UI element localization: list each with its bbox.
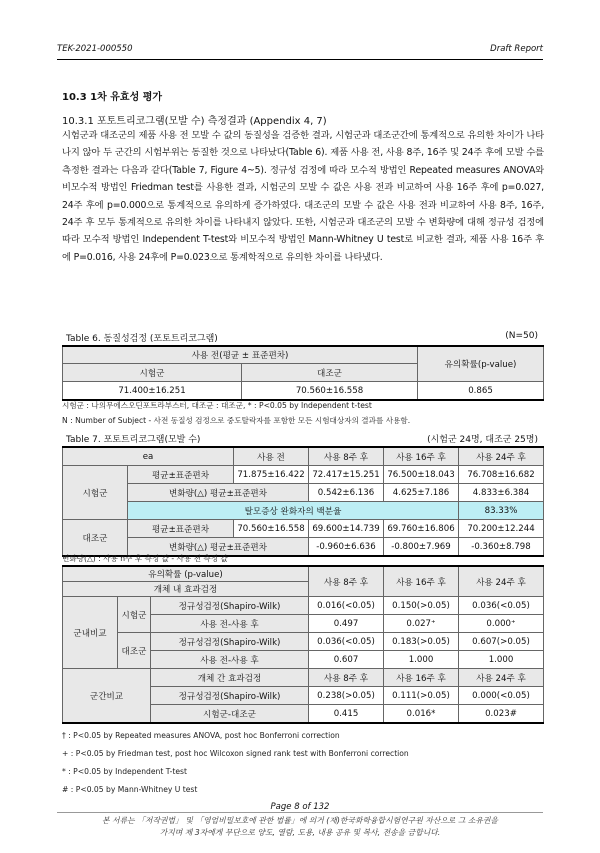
table7-cell: 0.542±6.136 [309, 484, 384, 502]
pvalue-within-label: 군내비교 [63, 597, 118, 669]
table7-cell: 4.833±6.384 [459, 484, 544, 502]
pvalue-between-label: 군간비교 [63, 669, 151, 724]
pvalue-ctrl-label: 대조군 [118, 633, 151, 669]
copyright-line1: 본 서류는 「저작권법」 및 「영업비밀보호에 관한 법률」에 의거 (재)한국화학융합시험연구원 자산으로 그 소유권을 [102, 816, 498, 825]
table6-val-p: 0.865 [418, 382, 544, 401]
table7-cell: 69.760±16.806 [384, 520, 459, 538]
page-header [57, 44, 543, 58]
table7-row-mean: 평균±표준편차 [128, 466, 234, 484]
pvalue-cell: 0.607 [309, 651, 384, 669]
table7-cell: 70.560±16.558 [234, 520, 309, 538]
table6-header-prob: 유의확률(p-value) [418, 346, 544, 382]
pvalue-table [62, 565, 544, 724]
section-title: 10.3 1차 유효성 평가 [62, 92, 163, 103]
pvalue-between-16w: 사용 16주 후 [384, 669, 459, 687]
header-divider [57, 59, 543, 60]
copyright-notice [57, 815, 543, 839]
table7-cell: 76.500±18.043 [384, 466, 459, 484]
pvalue-cell: 0.027⁺ [384, 615, 459, 633]
footnote: # : P<0.05 by Mann-Whitney U test [62, 785, 198, 794]
pvalue-cell: 0.023# [459, 705, 544, 724]
body-paragraph: 시험군과 대조군의 제품 사용 전 모발 수 값의 동질성을 검증한 결과, 시험군과 대조군간에 통계적으로 유의한 차이가 나타나지 않아 두 군간의 시험부위는 동질한 것으로 나타났다(Table 6). 제품 사용 전, 사용 8주, 16주 및 24주 후에 모발 수를 측정한 결과는 다음과 같다(Table 7, Figure 4~5). 정규성 검정에 따라 모수적 방법인 Repeated measures ANOVA와 비모수적 방법인 Friedman test를 사용한 결과, 시험군의 모발 수 값은 사용 전과 비교하여 사용 16주 후에 p=0.027, 24주 후에 p=0.000으로 통계적으로 유의하게 증가하였다. 대조군의 모발 수 값은 사용 전과 비교하여 사용 8주, 16주, 24주 후 모두 통계적으로 유의한 차이를 나타내지 않았다. 또한, 시험군과 대조군의 모발 수 변화량에 대해 정규성 검정에 따라 모수적 방법인 Independent T-test와 비모수적 방법인 Mann-Whitney U test로 비교한 결과, 제품 사용 16주 후에 P=0.016, 사용 24후에 P=0.023으로 통계학적으로 유의한 차이를 나타냈다. [62, 130, 544, 263]
table6-n-label: (N=50) [505, 331, 538, 341]
table7 [62, 446, 544, 557]
table6-note2: N : Number of Subject - 사전 동질성 검정으로 중도탈락자를 포함한 모든 시험대상자의 결과를 사용함. [62, 416, 411, 425]
table6-header-pre: 사용 전(평균 ± 표준편차) [63, 346, 418, 364]
pvalue-between-8w: 사용 8주 후 [309, 669, 384, 687]
table7-cell: 4.625±7.186 [384, 484, 459, 502]
footnote: † : P<0.05 by Repeated measures ANOVA, post hoc Bonferroni correction [62, 731, 340, 740]
pvalue-cell: 1.000 [384, 651, 459, 669]
table6-val-ctrl: 70.560±16.558 [242, 382, 418, 401]
table6-val-test: 71.400±16.251 [63, 382, 242, 401]
table7-group-test: 시험군 [63, 466, 128, 520]
pvalue-pre-post: 사용 전-사용 후 [151, 651, 309, 669]
pvalue-normality: 정규성검정(Shapiro-Wilk) [151, 687, 309, 705]
pvalue-cell: 0.238(>0.05) [309, 687, 384, 705]
page-number: Page 8 of 132 [270, 802, 330, 812]
pvalue-test-ctrl: 시험군-대조군 [151, 705, 309, 724]
pvalue-cell: 0.111(>0.05) [384, 687, 459, 705]
copyright-line2: 가지며 제 3자에게 무단으로 양도, 열람, 도용, 내용 공유 및 복사, 전송을 금합니다. [159, 828, 441, 837]
subsection-title: 10.3.1 포토트리코그램(모발 수) 측정결과 (Appendix 4, 7) [62, 116, 327, 127]
doc-type: Draft Report [490, 44, 543, 54]
table7-header-8w: 사용 8주 후 [309, 447, 384, 466]
table6-col-test: 시험군 [63, 364, 242, 382]
table7-row-change: 변화량(△) 평균±표준편차 [128, 484, 309, 502]
pvalue-cell: 0.000(<0.05) [459, 687, 544, 705]
pvalue-cell: 0.415 [309, 705, 384, 724]
table7-header-pre: 사용 전 [234, 447, 309, 466]
table6-col-ctrl: 대조군 [242, 364, 418, 382]
table7-header-ea: ea [63, 447, 234, 466]
table7-caption: Table 7. 포토트리코그램(모발 수) [66, 435, 201, 445]
pvalue-cell: 0.036(<0.05) [309, 633, 384, 651]
pvalue-cell: 0.016(<0.05) [309, 597, 384, 615]
pvalue-header-8w: 사용 8주 후 [309, 566, 384, 597]
pvalue-header-24w: 사용 24주 후 [459, 566, 544, 597]
table7-header-16w: 사용 16주 후 [384, 447, 459, 466]
footer-divider [57, 812, 543, 813]
table7-relief-value: 83.33% [459, 502, 544, 520]
pvalue-pre-post: 사용 전-사용 후 [151, 615, 309, 633]
table7-header-24w: 사용 24주 후 [459, 447, 544, 466]
table6-caption: Table 6. 동질성검정 (포토트리코그램) [66, 334, 218, 344]
table7-cell: -0.960±6.636 [309, 538, 384, 557]
table7-cell: 76.708±16.682 [459, 466, 544, 484]
table6-note1: 시험군 : 나의무에스오딘포트라부스터, 대조군 : 대조군, * : P<0.05 by Independent t-test [62, 401, 372, 410]
pvalue-between-header: 개체 간 효과검정 [151, 669, 309, 687]
footnote: * : P<0.05 by Independent T-test [62, 767, 187, 776]
pvalue-header-within: 개체 내 효과검정 [63, 582, 309, 597]
pvalue-normality: 정규성검정(Shapiro-Wilk) [151, 597, 309, 615]
table7-row-change: 변화량(△) 평균±표준편차 [128, 538, 309, 557]
pvalue-cell: 0.183(>0.05) [384, 633, 459, 651]
table7-relief-label: 탈모증상 완화자의 백분율 [128, 502, 459, 520]
table7-cell: 71.875±16.422 [234, 466, 309, 484]
pvalue-normality: 정규성검정(Shapiro-Wilk) [151, 633, 309, 651]
table7-cell: 70.200±12.244 [459, 520, 544, 538]
pvalue-header-16w: 사용 16주 후 [384, 566, 459, 597]
table7-row-mean: 평균±표준편차 [128, 520, 234, 538]
pvalue-between-24w: 사용 24주 후 [459, 669, 544, 687]
table7-cell: 69.600±14.739 [309, 520, 384, 538]
footnote: + : P<0.05 by Friedman test, post hoc Wilcoxon signed rank test with Bonferroni correction [62, 749, 409, 758]
table7-n-label: (시험군 24명, 대조군 25명) [427, 435, 538, 445]
table7-note: 변화량(△) : 사용 n주 후 측정 값 - 사용 전 측정 값 [62, 554, 228, 563]
doc-id: TEK-2021-000550 [57, 44, 133, 54]
table7-cell: -0.360±8.798 [459, 538, 544, 557]
pvalue-test-label: 시험군 [118, 597, 151, 633]
pvalue-header-prob: 유의확률 (p-value) [63, 566, 309, 582]
table7-cell: -0.800±7.969 [384, 538, 459, 557]
pvalue-cell: 0.000⁺ [459, 615, 544, 633]
pvalue-cell: 0.497 [309, 615, 384, 633]
pvalue-cell: 0.150(>0.05) [384, 597, 459, 615]
pvalue-cell: 1.000 [459, 651, 544, 669]
pvalue-cell: 0.036(<0.05) [459, 597, 544, 615]
table6 [62, 345, 544, 401]
table7-group-ctrl: 대조군 [63, 520, 128, 557]
pvalue-cell: 0.016* [384, 705, 459, 724]
table7-cell: 72.417±15.251 [309, 466, 384, 484]
pvalue-cell: 0.607(>0.05) [459, 633, 544, 651]
